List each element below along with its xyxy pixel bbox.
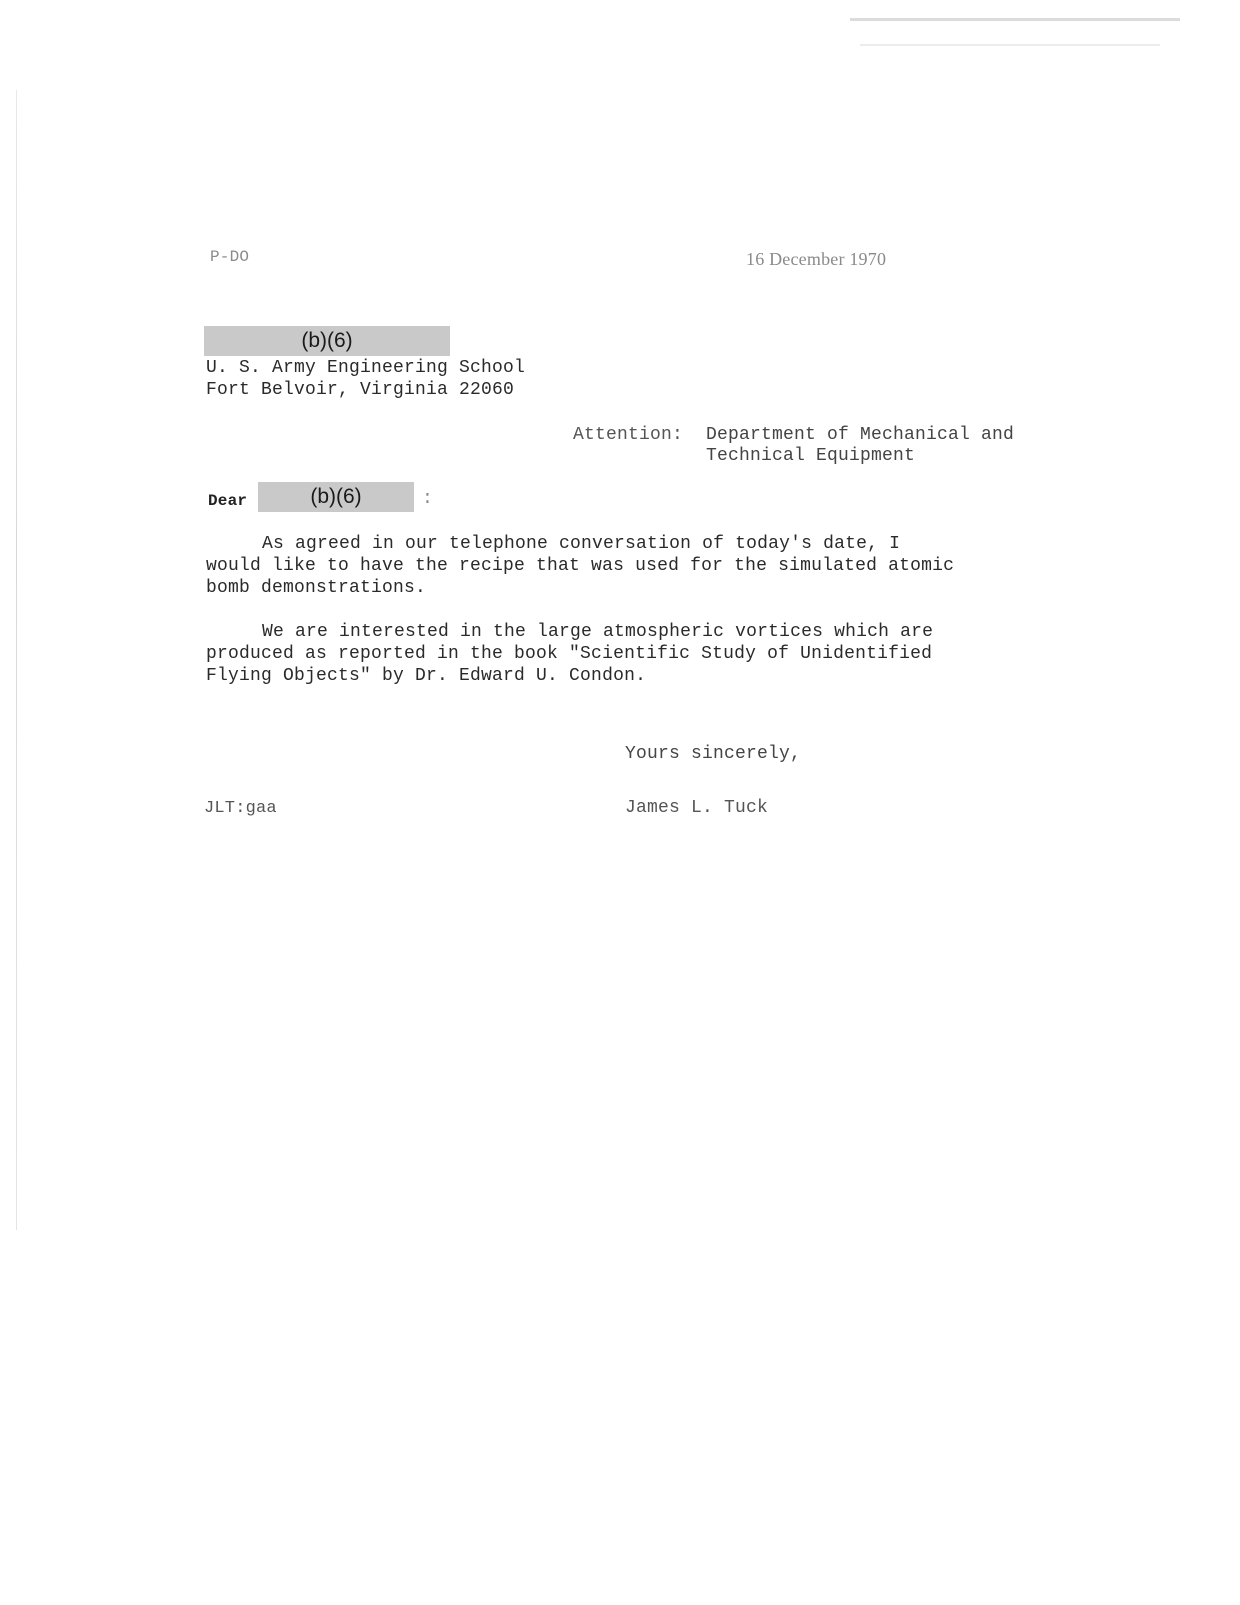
address-line-2: Fort Belvoir, Virginia 22060 <box>206 380 515 400</box>
body-p1-line-2: would like to have the recipe that was used for the simulated atomic <box>206 556 955 576</box>
address-line-1: U. S. Army Engineering School <box>206 358 526 378</box>
salutation-word: Dear <box>208 492 248 510</box>
redaction-box-recipient <box>204 326 450 356</box>
body-p2-line-2: produced as reported in the book "Scientific Study of Unidentified <box>206 644 933 664</box>
redaction-label: (b)(6) <box>301 329 353 352</box>
letter-date: 16 December 1970 <box>746 249 887 269</box>
body-p1-line-1: As agreed in our telephone conversation of today's date, I <box>262 534 901 554</box>
scan-streak <box>860 44 1160 46</box>
attention-line-1: Department of Mechanical and <box>706 425 1015 445</box>
redaction-box-salutation <box>258 482 414 512</box>
signer-name: James L. Tuck <box>625 798 769 818</box>
body-p2-line-1: We are interested in the large atmospheric vortices which are <box>262 622 934 642</box>
complimentary-close: Yours sincerely, <box>625 744 802 764</box>
scan-edge-line <box>16 90 17 1230</box>
attention-line-2: Technical Equipment <box>706 446 916 466</box>
attention-label: Attention: <box>573 425 684 445</box>
body-p2-line-3: Flying Objects" by Dr. Edward U. Condon. <box>206 666 647 686</box>
salutation-colon: : <box>422 489 434 509</box>
redaction-label: (b)(6) <box>310 485 362 508</box>
scan-streak <box>850 18 1180 21</box>
typist-initials: JLT:gaa <box>204 799 277 818</box>
body-p1-line-3: bomb demonstrations. <box>206 578 427 598</box>
reference-code: P-DO <box>210 248 250 266</box>
